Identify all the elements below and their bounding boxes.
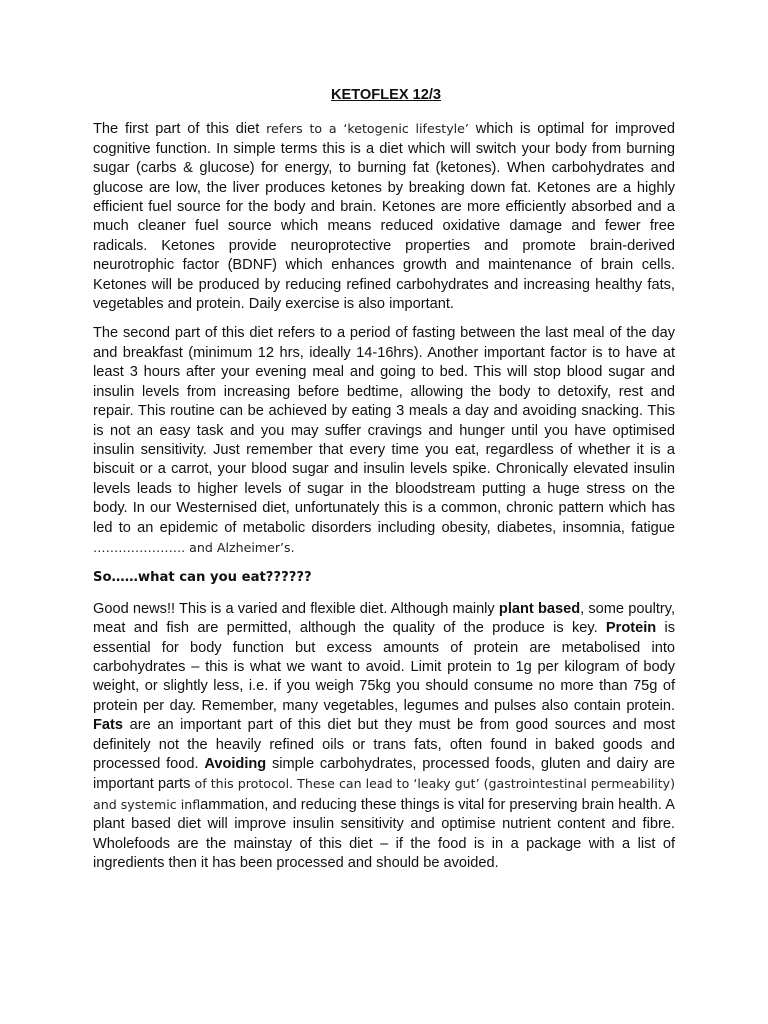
p3-fats: Fats [93, 717, 124, 734]
p3-plant-based: plant based [498, 600, 581, 617]
p3-text-6: of this protocol. These can lead to ‘leaky gut’ (gastrointestinal permeability) and systemic infl [93, 776, 676, 812]
paragraph-ketogenic [93, 119, 675, 314]
p3-text-5: simple carbohydrates, processed foods, gluten and dairy are important parts [93, 756, 675, 793]
section-heading: So……what can you eat?????? [93, 570, 312, 586]
paragraph-fasting [93, 324, 675, 558]
paragraph-what-to-eat [93, 600, 675, 874]
p2-text-end: …………………. and Alzheimer’s. [93, 539, 295, 555]
p1-text-start: The first part of this diet [93, 121, 267, 138]
p2-text-main: The second part of this diet refers to a period of fasting between the last meal of the day and breakfast (minimum 12 hrs, ideally 14-16hrs). Another important factor is to have at least 3 hours after your evening meal and going to bed. This will stop blood sugar and insulin levels from increasing before bedtime, allowing the body to detoxify, rest and repair. This routine can be achieved by eating 3 meals a day and avoiding snacking. This is not an easy task and you may suffer cravings and hunger until you have optimised insulin sensitivity. Just remember that every time you eat, regardless of whether it is a biscuit or a carrot, your blood sugar and insulin levels spike. Chronically elevated insulin levels leads to higher levels of sugar in the bloodstream putting a huge stress on the body. In our Westernised diet, unfortunately this is a common, chronic pattern which has led to an epidemic of metabolic disorders including obesity, diabetes, insomnia, fatigue [93, 325, 675, 536]
p3-text-2: , some poultry, meat and fish are permitted, although the quality of the produce is key. [93, 600, 675, 637]
document-page [93, 86, 675, 883]
p3-protein: Protein [605, 620, 657, 637]
document-title: KETOFLEX 12/3 [330, 87, 442, 103]
p1-text-rest: which is optimal for improved cognitive function. In simple terms this is a diet which will switch your body from burning sugar (carbs & glucose) for energy, to burning fat (ketones). When carbohydrates and glucose are low, the liver produces ketones by breaking down fat. Ketones are a highly efficient fuel source for the body and brain. Ketones are more efficiently absorbed and a much cleaner fuel source which means reduced oxidative damage and fewer free radicals. Ketones provide neuroprotective properties and promote brain-derived neurotrophic factor (BDNF) which enhances growth and maintenance of brain cells. Ketones will be produced by reducing refined carbohydrates and increasing healthy fats, vegetables and protein. Daily exercise is also important. [93, 121, 675, 313]
p3-avoiding: Avoiding [204, 756, 267, 772]
p3-text-7: ammation, and reducing these things is vital for preserving brain health. A plant based diet will improve insulin sensitivity and optimise nutrient content and fibre. Wholefoods are the mainstay of this diet – if the food is in a package with a list of ingredients then it has been processed and should be avoided. [93, 796, 675, 872]
p3-text-3: is essential for body function but excess amounts of protein are metabolised into carbohydrates – this is what we want to avoid. Limit protein to 1g per kilogram of body weight, or slightly less, i.e. if you weigh 75kg you should consume no more than 75g of protein per day. Remember, many vegetables, legumes and pulses also contain protein. [93, 620, 676, 714]
p3-text-4: are an important part of this diet but they must be from good sources and most definitely not the heavily refined oils or trans fats, often found in baked goods and processed food. [93, 717, 675, 772]
p1-ketogenic-phrase: refers to a ‘ketogenic lifestyle’ [266, 121, 469, 137]
p3-text-1: Good news!! This is a varied and flexible diet. Although mainly [93, 600, 499, 617]
